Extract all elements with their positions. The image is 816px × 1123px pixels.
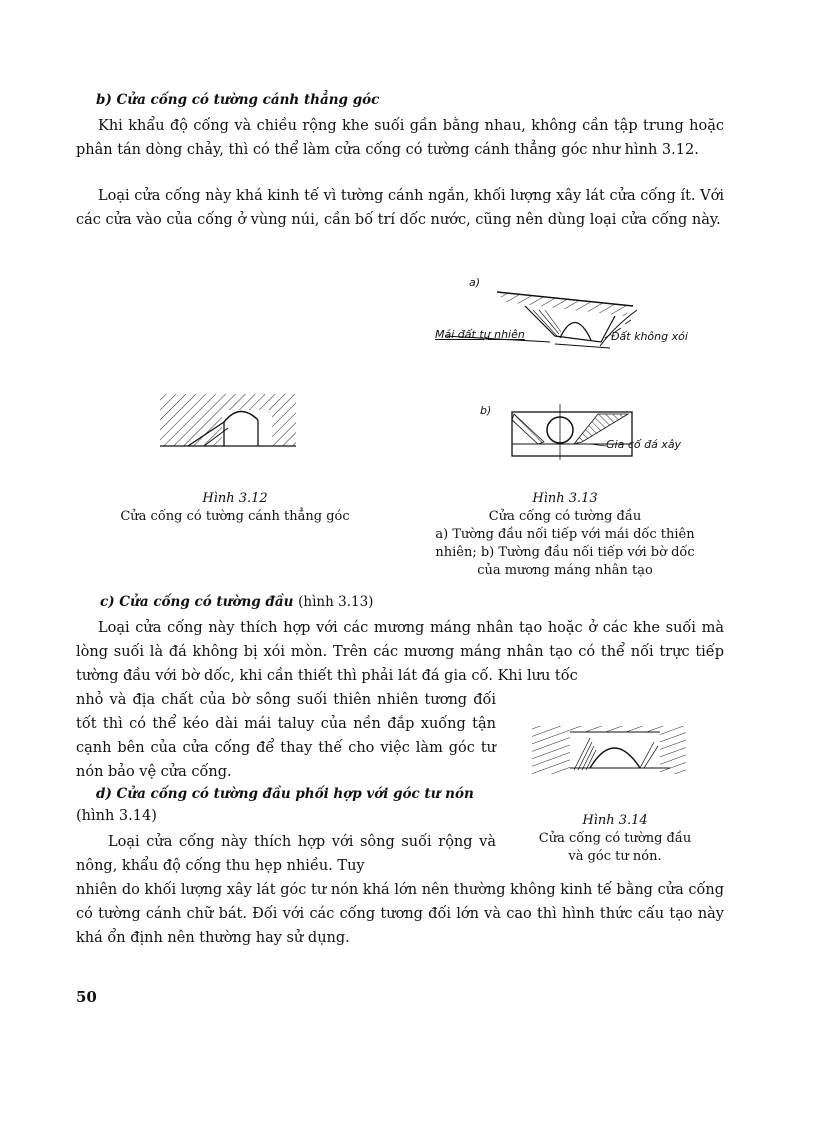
section-d-paragraph-continued: nhiên do khối lượng xây lát góc tư nón khá lớn nên thường không kinh tế bằng cửa cống có tường cánh chữ bát. Đối với các cống tương đối lớn và cao thì hình thức cấu tạo này khá ổn định nên thường hay sử dụng. (76, 882, 724, 946)
figure-3-13a (425, 276, 725, 366)
figure-3-13-caption (410, 490, 720, 580)
figure-3-14-caption (510, 812, 720, 866)
figure-3-13-caption-line-1: Cửa cống có tường đầu (488, 509, 642, 524)
figure-3-12 (158, 392, 298, 452)
section-b-paragraph-2: Loại cửa cống này khá kinh tế vì tường cánh ngắn, khối lượng xây lát cửa cống ít. Với các cửa vào của cống ở vùng núi, cần bố trí dốc nước, cũng nên dùng loại cửa cống này. (76, 188, 724, 228)
section-c-heading (100, 594, 373, 610)
section-d-paragraph: Loại cửa cống này thích hợp với sông suối rộng và nông, khẩu độ cống thu hẹp nhiều. Tuy (76, 834, 496, 874)
page-number: 50 (76, 988, 97, 1006)
square-wingwall-drawing (158, 392, 298, 452)
label-natural-slope: Mái đất tự nhiên (435, 328, 525, 341)
section-d-heading-ref: (hình 3.14) (76, 808, 157, 824)
figure-3-14-caption-line-2: và góc tư nón. (568, 849, 662, 864)
figure-3-12-title: Hình 3.12 (202, 491, 268, 506)
figure-label-b: b) (480, 404, 492, 417)
figure-3-12-description: Cửa cống có tường cánh thẳng góc (120, 509, 350, 524)
figure-3-13-caption-line-2: a) Tường đầu nối tiếp với mái dốc thiên (435, 527, 695, 542)
figure-3-14-caption-line-1: Cửa cống có tường đầu (538, 831, 692, 846)
figure-label-a: a) (469, 276, 481, 289)
section-c-heading-text: c) Cửa cống có tường đầu (100, 594, 294, 610)
figure-3-13-caption-line-4: của mương máng nhân tạo (477, 563, 653, 578)
section-c-paragraph: Loại cửa cống này thích hợp với các mương máng nhân tạo hoặc ở các khe suối mà lòng suối là đá không bị xói mòn. Trên các mương máng nhân tạo có thể nối trực tiếp tường đầu với bờ dốc, khi cần thiết thì phải lát đá gia cố. Khi lưu tốc (76, 620, 724, 684)
section-c-paragraph-continued: nhỏ và địa chất của bờ sông suối thiên nhiên tương đối tốt thì có thể kéo dài mái taluy của nền đắp xuống tận cạnh bên của cửa cống để thay thế cho việc làm góc tư nón bảo vệ cửa cống. (76, 692, 496, 780)
figure-3-13-title: Hình 3.13 (532, 491, 598, 506)
section-b-heading: b) Cửa cống có tường cánh thẳng góc (96, 92, 380, 108)
label-no-erosion-soil: Đất không xói (611, 330, 688, 343)
label-stone-reinforcement: Gia cố đá xây (606, 438, 682, 451)
section-c-heading-ref: (hình 3.13) (298, 594, 374, 610)
figure-3-12-caption (100, 490, 370, 526)
section-d-heading: d) Cửa cống có tường đầu phối hợp với góc tư nón (96, 786, 474, 802)
headwall-channel-drawing (478, 400, 718, 464)
section-b-paragraph-1: Khi khẩu độ cống và chiều rộng khe suối gần bằng nhau, không cần tập trung hoặc phân tán dòng chảy, thì có thể làm cửa cống có tường cánh thẳng góc như hình 3.12. (76, 118, 724, 158)
headwall-cone-drawing (530, 722, 690, 778)
headwall-slope-drawing (425, 276, 725, 366)
figure-3-14-title: Hình 3.14 (582, 813, 648, 828)
figure-3-13-caption-line-3: nhiên; b) Tường đầu nối tiếp với bờ dốc (435, 545, 695, 560)
figure-3-13b (478, 400, 718, 464)
figure-3-14 (530, 722, 690, 778)
